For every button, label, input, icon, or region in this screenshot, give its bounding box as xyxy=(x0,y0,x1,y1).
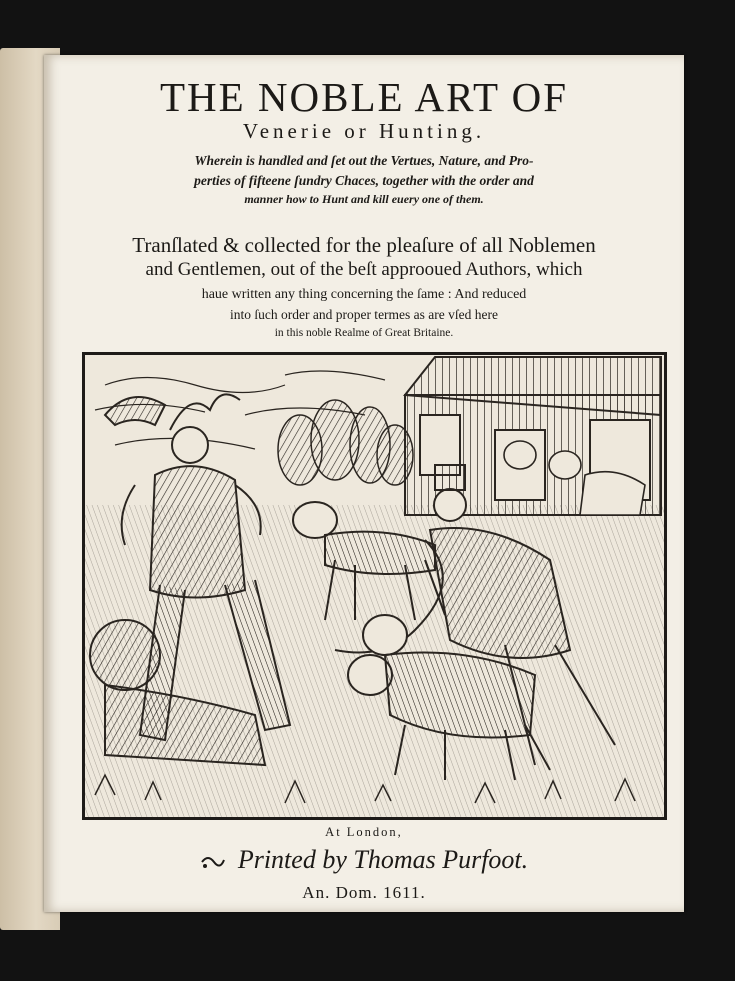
book-title: THE NOBLE ART OF xyxy=(159,74,569,120)
description-line-3: manner how to Hunt and kill euery one of them. xyxy=(244,192,484,206)
translation-line-4: into ſuch order and proper termes as are vſed here xyxy=(229,307,498,322)
translation-line-2: and Gentlemen, out of the beſt approoued Authors, which xyxy=(145,259,583,280)
imprint-printer: Printed by Thomas Purfoot. xyxy=(237,845,529,874)
hunting-scene-woodcut xyxy=(82,352,667,820)
translation-line-5: in this noble Realme of Great Britaine. xyxy=(274,327,454,339)
trees xyxy=(278,400,413,485)
description-line-2: perties of fifteene ſundry Chaces, together with the order and xyxy=(194,173,534,188)
book-subtitle: Venerie or Hunting. xyxy=(242,119,486,143)
translation-line-1: Tranſlated & collected for the pleaſure of all Noblemen xyxy=(132,233,596,257)
imprint-date: An. Dom. 1611. xyxy=(302,883,426,902)
imprint-printer-line xyxy=(44,845,684,875)
imprint-place: At London, xyxy=(325,825,403,839)
printers-ornament-icon xyxy=(200,853,226,871)
translation-line-3: haue written any thing concerning the ſame : And reduced xyxy=(201,287,527,302)
description-line-1: Wherein is handled and ſet out the Vertues, Nature, and Pro- xyxy=(194,153,534,168)
title-page xyxy=(44,55,684,912)
woodcut-illustration xyxy=(85,355,664,817)
